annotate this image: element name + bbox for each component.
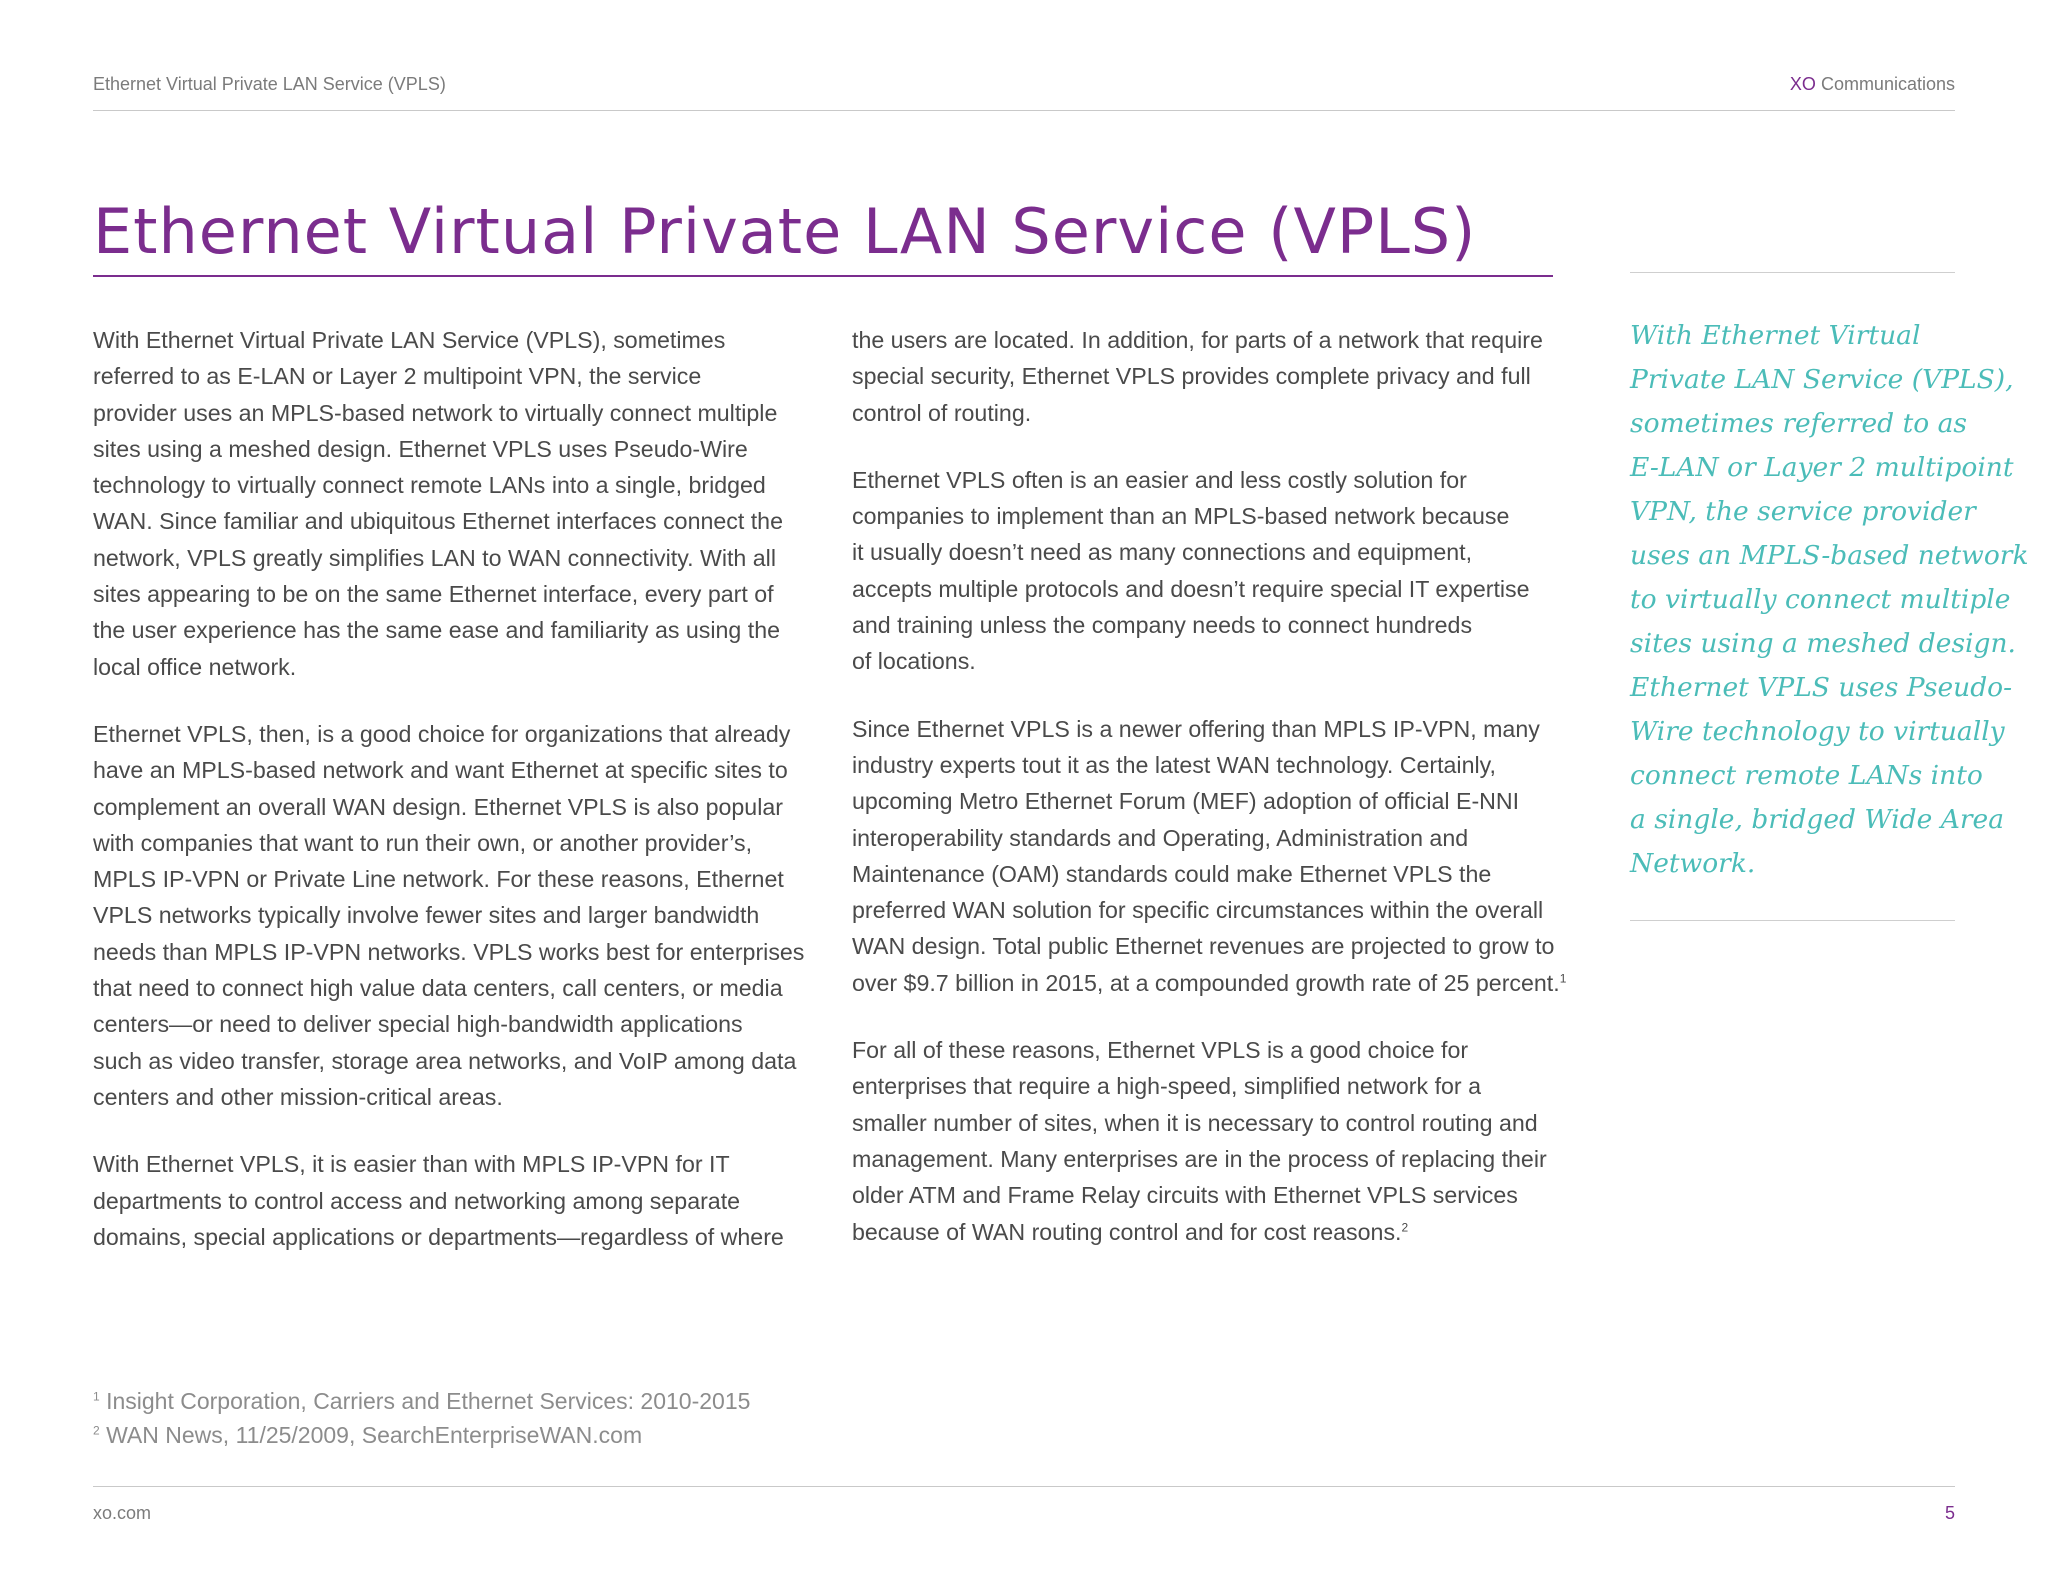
header-doc-title: Ethernet Virtual Private LAN Service (VPLS): [93, 74, 446, 94]
footer-site: xo.com: [93, 1503, 152, 1523]
text-line: network, VPLS greatly simplifies LAN to WAN connectivity. With all: [93, 544, 776, 571]
text-line: WAN. Since familiar and ubiquitous Ethernet interfaces connect the: [93, 508, 783, 535]
text-line: complement an overall WAN design. Ethernet VPLS is also popular: [93, 793, 783, 820]
footnote-mark: 1: [93, 1389, 100, 1404]
text-line: With Ethernet Virtual Private LAN Service (VPLS), sometimes: [93, 327, 726, 353]
paragraph: [852, 322, 1557, 431]
footnote-ref-2: 2: [1401, 1219, 1409, 1234]
pull-quote-line: VPN, the service provider: [1630, 496, 1976, 527]
text-line: such as video transfer, storage area networks, and VoIP among data: [93, 1047, 797, 1074]
footnote-text: WAN News, 11/25/2009, SearchEnterpriseWAN.com: [99, 1422, 643, 1448]
footnote-ref-1: 1: [1559, 971, 1567, 986]
footnotes: [93, 1384, 750, 1452]
page-title: Ethernet Virtual Private LAN Service (VPLS): [93, 195, 1477, 268]
text-line: centers—or need to deliver special high-bandwidth applications: [93, 1011, 743, 1038]
text-line: interoperability standards and Operating, Administration and: [852, 824, 1469, 851]
text-line: sites using a meshed design. Ethernet VPLS uses Pseudo-Wire: [93, 435, 748, 462]
pull-quote-line: Ethernet VPLS uses Pseudo-: [1630, 672, 2013, 703]
footnote-mark: 2: [93, 1423, 100, 1438]
header-brand-rest: Communications: [1815, 74, 1955, 94]
paragraph: [852, 711, 1567, 1001]
footnote-2: [93, 1418, 750, 1452]
paragraph: [93, 322, 813, 685]
pull-quote-line: uses an MPLS-based network: [1630, 540, 2029, 571]
text-line: of locations.: [852, 648, 976, 675]
pull-quote-line: With Ethernet Virtual: [1630, 320, 1921, 351]
text-line: the user experience has the same ease and familiarity as using the: [93, 617, 780, 644]
text-line: Ethernet VPLS, then, is a good choice for organizations that already: [93, 720, 791, 747]
text-line: upcoming Metro Ethernet Forum (MEF) adoption of official E-NNI: [852, 788, 1520, 815]
text-line: domains, special applications or departments—regardless of where: [93, 1223, 784, 1250]
text-line: industry experts tout it as the latest WAN technology. Certainly,: [852, 751, 1496, 778]
text-line: management. Many enterprises are in the process of replacing their: [852, 1145, 1547, 1172]
text-line: preferred WAN solution for specific circumstances within the overall: [852, 897, 1544, 924]
pull-quote: [1630, 272, 2029, 921]
text-line: sites appearing to be on the same Ethernet interface, every part of: [93, 581, 774, 608]
pull-quote-line: to virtually connect multiple: [1630, 584, 2011, 615]
text-line: smaller number of sites, when it is necessary to control routing and: [852, 1109, 1538, 1136]
text-line: with companies that want to run their own, or another provider’s,: [93, 829, 753, 856]
text-line: technology to virtually connect remote LANs into a single, bridged: [93, 472, 766, 499]
text-line-with-footnote: [852, 965, 1567, 1001]
text-line: With Ethernet VPLS, it is easier than with MPLS IP-VPN for IT: [93, 1151, 730, 1178]
pull-quote-line: Private LAN Service (VPLS),: [1630, 364, 2014, 395]
body-column-middle: [852, 322, 1567, 1281]
paragraph: [852, 1032, 1557, 1250]
body-column-left: [93, 322, 813, 1286]
text-line: that need to connect high value data centers, call centers, or media: [93, 975, 783, 1002]
title-rule: [93, 275, 1553, 277]
text-line: special security, Ethernet VPLS provides complete privacy and full: [852, 363, 1531, 390]
text-line: companies to implement than an MPLS-based network because: [852, 503, 1510, 530]
text-line: centers and other mission-critical areas.: [93, 1083, 503, 1110]
running-footer: [93, 1486, 1955, 1533]
text: over $9.7 billion in 2015, at a compounded growth rate of 25 percent.: [852, 969, 1560, 996]
text-line: Maintenance (OAM) standards could make Ethernet VPLS the: [852, 860, 1492, 887]
paragraph: [93, 716, 813, 1115]
text-line: needs than MPLS IP-VPN networks. VPLS works best for enterprises: [93, 938, 805, 965]
text-line: Since Ethernet VPLS is a newer offering than MPLS IP-VPN, many: [852, 715, 1540, 742]
text-line: enterprises that require a high-speed, simplified network for a: [852, 1073, 1481, 1100]
text-line: referred to as E-LAN or Layer 2 multipoint VPN, the service: [93, 363, 702, 390]
text-line: MPLS IP-VPN or Private Line network. For these reasons, Ethernet: [93, 866, 784, 893]
text-line: provider uses an MPLS-based network to virtually connect multiple: [93, 399, 778, 426]
pull-quote-line: a single, bridged Wide Area: [1630, 804, 2005, 835]
pull-quote-line: E-LAN or Layer 2 multipoint: [1630, 452, 2014, 483]
paragraph: [93, 1146, 813, 1255]
pull-quote-line: connect remote LANs into: [1630, 760, 1983, 791]
text-line: and training unless the company needs to connect hundreds: [852, 612, 1473, 639]
text-line: For all of these reasons, Ethernet VPLS is a good choice for: [852, 1037, 1469, 1064]
pull-quote-line: Network.: [1630, 848, 1756, 879]
header-brand: [1790, 74, 1955, 95]
footnote-text: Insight Corporation, Carriers and Ethernet Services: 2010-2015: [99, 1388, 751, 1414]
pull-quote-line: sometimes referred to as: [1630, 408, 1967, 439]
text-line: control of routing.: [852, 399, 1032, 426]
running-header: [93, 74, 1955, 111]
text-line: it usually doesn’t need as many connections and equipment,: [852, 539, 1473, 566]
text-line: the users are located. In addition, for parts of a network that require: [852, 327, 1543, 353]
text-line: have an MPLS-based network and want Ethernet at specific sites to: [93, 757, 788, 784]
text-line: accepts multiple protocols and doesn’t require special IT expertise: [852, 575, 1530, 602]
text-line-with-footnote: [852, 1214, 1557, 1250]
text: because of WAN routing control and for cost reasons.: [852, 1218, 1402, 1245]
text-line: VPLS networks typically involve fewer sites and larger bandwidth: [93, 902, 760, 929]
text-line: local office network.: [93, 653, 297, 680]
text-line: Ethernet VPLS often is an easier and less costly solution for: [852, 466, 1467, 493]
header-brand-xo: XO: [1789, 74, 1816, 94]
text-line: WAN design. Total public Ethernet revenues are projected to grow to: [852, 933, 1555, 960]
paragraph: [852, 462, 1557, 680]
footnote-1: [93, 1384, 750, 1418]
pull-quote-line: Wire technology to virtually: [1630, 716, 2005, 747]
text-line: older ATM and Frame Relay circuits with Ethernet VPLS services: [852, 1182, 1518, 1209]
page-number: 5: [1944, 1503, 1955, 1523]
pull-quote-line: sites using a meshed design.: [1630, 628, 2016, 659]
text-line: departments to control access and networking among separate: [93, 1187, 741, 1214]
